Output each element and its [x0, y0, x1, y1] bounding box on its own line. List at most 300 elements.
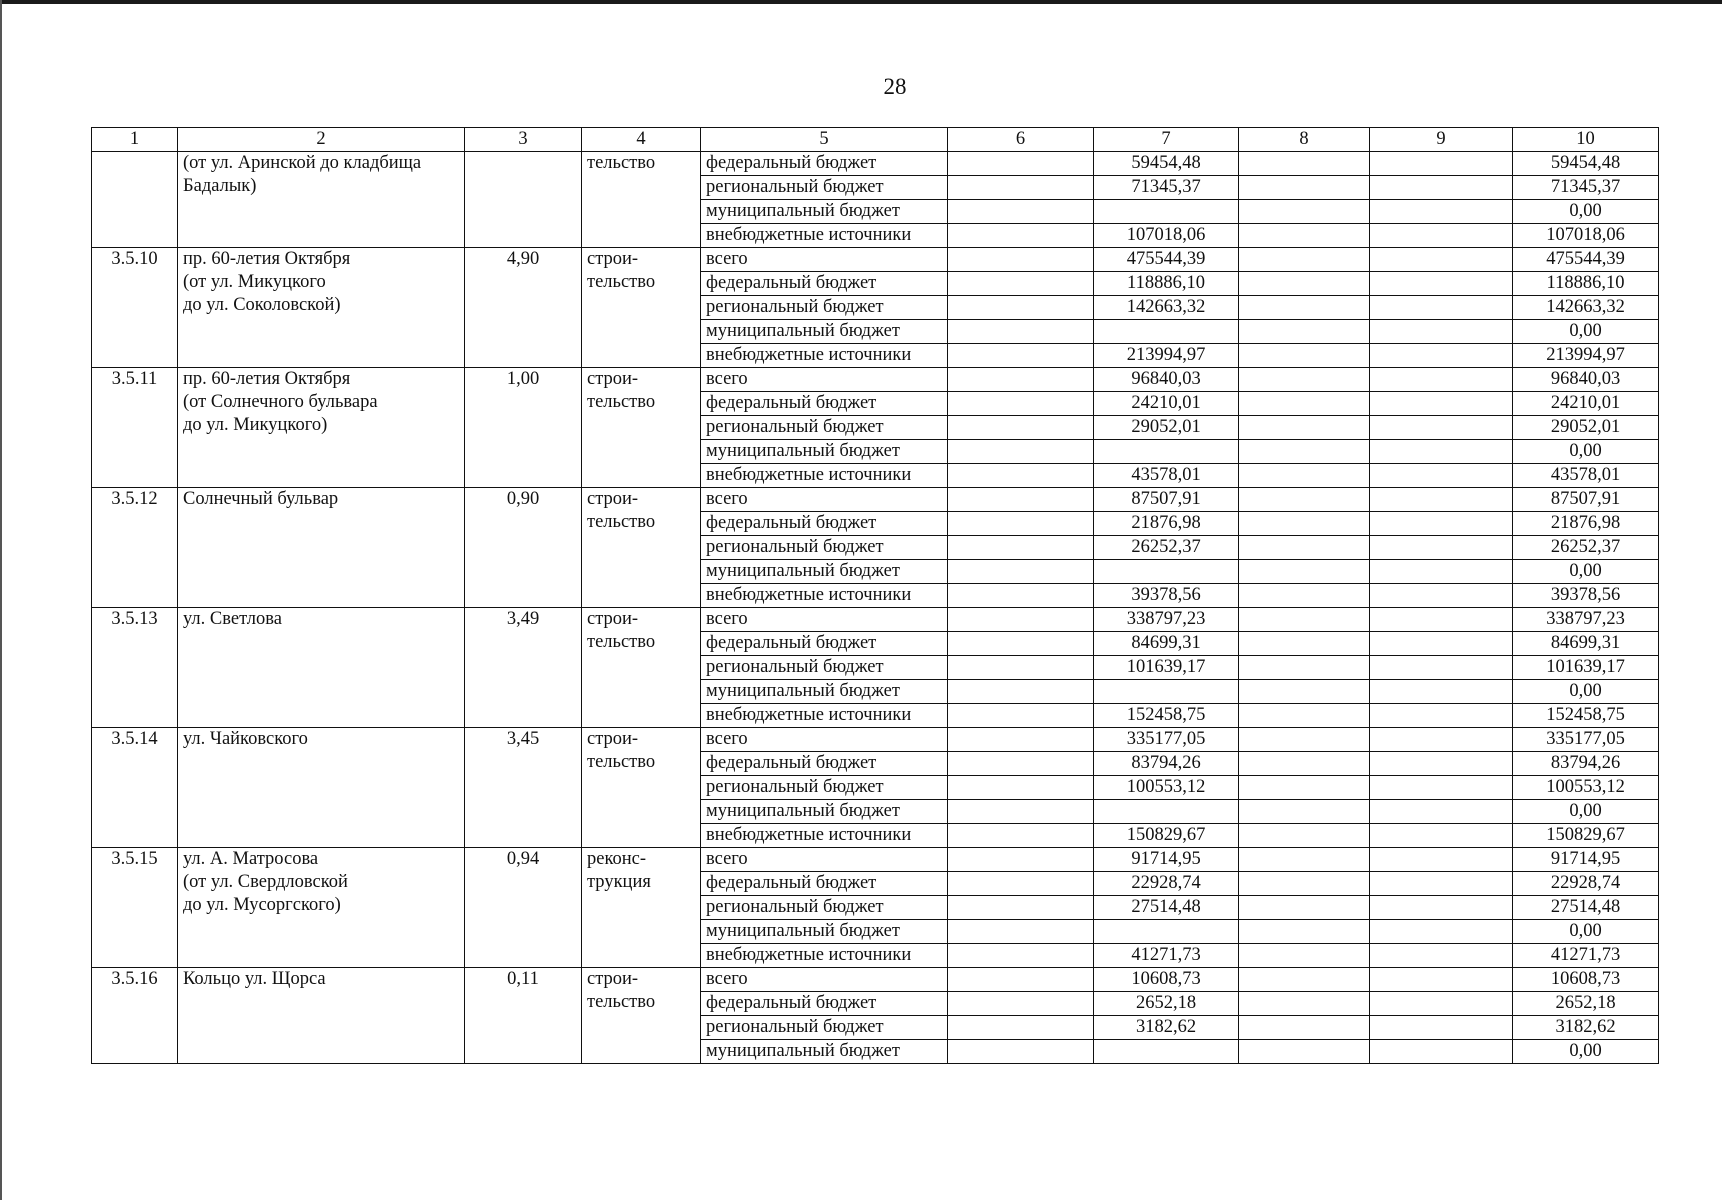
col8-cell [1239, 872, 1370, 896]
col8-cell [1239, 488, 1370, 512]
scan-left-edge [0, 0, 2, 1200]
work-type-cell [582, 368, 701, 488]
text-line: тельство [587, 272, 656, 292]
col9-cell [1370, 224, 1513, 248]
col6-cell [948, 608, 1094, 632]
funding-source-cell: всего [701, 848, 948, 872]
col8-cell [1239, 560, 1370, 584]
col9-cell [1370, 560, 1513, 584]
col9-cell [1370, 152, 1513, 176]
col9-cell [1370, 632, 1513, 656]
col9-cell [1370, 272, 1513, 296]
col9-cell [1370, 176, 1513, 200]
text-line: строи- [587, 609, 639, 629]
col7-value-cell: 10608,73 [1094, 968, 1239, 992]
col9-cell [1370, 608, 1513, 632]
object-name-cell [178, 368, 465, 488]
funding-source-cell: всего [701, 728, 948, 752]
col7-value-cell: 83794,26 [1094, 752, 1239, 776]
col8-cell [1239, 536, 1370, 560]
col10-value-cell: 41271,73 [1513, 944, 1659, 968]
col9-cell [1370, 872, 1513, 896]
col9-cell [1370, 800, 1513, 824]
column-header: 1 [92, 128, 178, 152]
col8-cell [1239, 368, 1370, 392]
col8-cell [1239, 152, 1370, 176]
col7-value-cell: 29052,01 [1094, 416, 1239, 440]
length-cell: 0,90 [465, 488, 582, 608]
col8-cell [1239, 752, 1370, 776]
col6-cell [948, 872, 1094, 896]
text-line: ул. Светлова [183, 609, 282, 629]
col6-cell [948, 248, 1094, 272]
item-number-cell: 3.5.11 [92, 368, 178, 488]
column-header: 10 [1513, 128, 1659, 152]
funding-source-cell: региональный бюджет [701, 296, 948, 320]
text-line: строи- [587, 249, 639, 269]
col7-value-cell [1094, 320, 1239, 344]
col7-value-cell: 87507,91 [1094, 488, 1239, 512]
col10-value-cell: 24210,01 [1513, 392, 1659, 416]
col8-cell [1239, 512, 1370, 536]
funding-source-cell: внебюджетные источники [701, 464, 948, 488]
col10-value-cell: 27514,48 [1513, 896, 1659, 920]
col6-cell [948, 272, 1094, 296]
text-line: Бадалык) [183, 176, 257, 196]
funding-source-cell: внебюджетные источники [701, 704, 948, 728]
col7-value-cell [1094, 680, 1239, 704]
col7-value-cell: 26252,37 [1094, 536, 1239, 560]
col6-cell [948, 944, 1094, 968]
length-cell: 3,49 [465, 608, 582, 728]
column-header: 5 [701, 128, 948, 152]
work-type-cell [582, 608, 701, 728]
col7-value-cell: 21876,98 [1094, 512, 1239, 536]
column-header: 6 [948, 128, 1094, 152]
text-line: пр. 60-летия Октября [183, 369, 351, 389]
col8-cell [1239, 848, 1370, 872]
col6-cell [948, 368, 1094, 392]
col7-value-cell: 107018,06 [1094, 224, 1239, 248]
col7-value-cell: 150829,67 [1094, 824, 1239, 848]
text-line: ул. А. Матросова [183, 849, 319, 869]
text-line: (от ул. Аринской до кладбища [183, 153, 422, 173]
length-cell: 3,45 [465, 728, 582, 848]
column-header: 9 [1370, 128, 1513, 152]
col9-cell [1370, 584, 1513, 608]
col7-value-cell: 39378,56 [1094, 584, 1239, 608]
col7-value-cell: 213994,97 [1094, 344, 1239, 368]
col8-cell [1239, 896, 1370, 920]
col10-value-cell: 0,00 [1513, 320, 1659, 344]
col7-value-cell [1094, 440, 1239, 464]
col10-value-cell: 2652,18 [1513, 992, 1659, 1016]
funding-source-cell: внебюджетные источники [701, 344, 948, 368]
col8-cell [1239, 440, 1370, 464]
col7-value-cell [1094, 1040, 1239, 1064]
col8-cell [1239, 656, 1370, 680]
col7-value-cell: 96840,03 [1094, 368, 1239, 392]
col10-value-cell: 96840,03 [1513, 368, 1659, 392]
col6-cell [948, 560, 1094, 584]
object-name-cell [178, 968, 465, 1064]
col6-cell [948, 848, 1094, 872]
col8-cell [1239, 824, 1370, 848]
funding-source-cell: федеральный бюджет [701, 992, 948, 1016]
text-line: строи- [587, 369, 639, 389]
work-type-cell [582, 248, 701, 368]
text-line: до ул. Мусоргского) [183, 895, 341, 915]
col6-cell [948, 512, 1094, 536]
col7-value-cell [1094, 800, 1239, 824]
col10-value-cell: 39378,56 [1513, 584, 1659, 608]
col8-cell [1239, 1016, 1370, 1040]
col6-cell [948, 440, 1094, 464]
column-header: 3 [465, 128, 582, 152]
col6-cell [948, 200, 1094, 224]
col7-value-cell: 142663,32 [1094, 296, 1239, 320]
funding-source-cell: федеральный бюджет [701, 872, 948, 896]
object-name-cell [178, 152, 465, 248]
col6-cell [948, 416, 1094, 440]
funding-source-cell: внебюджетные источники [701, 824, 948, 848]
funding-source-cell: региональный бюджет [701, 776, 948, 800]
text-line: (от ул. Микуцкого [183, 272, 326, 292]
funding-source-cell: региональный бюджет [701, 536, 948, 560]
col6-cell [948, 752, 1094, 776]
col8-cell [1239, 608, 1370, 632]
funding-source-cell: внебюджетные источники [701, 944, 948, 968]
col8-cell [1239, 272, 1370, 296]
text-line: тельство [587, 752, 656, 772]
col10-value-cell: 0,00 [1513, 1040, 1659, 1064]
text-line: пр. 60-летия Октября [183, 249, 351, 269]
length-cell [465, 152, 582, 248]
table-row [92, 488, 1659, 512]
text-line: до ул. Соколовской) [183, 295, 341, 315]
col8-cell [1239, 920, 1370, 944]
table-row [92, 368, 1659, 392]
column-header: 7 [1094, 128, 1239, 152]
col6-cell [948, 992, 1094, 1016]
col7-value-cell: 3182,62 [1094, 1016, 1239, 1040]
work-type-cell [582, 848, 701, 968]
col6-cell [948, 584, 1094, 608]
col6-cell [948, 728, 1094, 752]
text-line: тельство [587, 512, 656, 532]
budget-table [91, 127, 1659, 1064]
text-line: трукция [587, 872, 651, 892]
text-line: тельство [587, 632, 656, 652]
col10-value-cell: 10608,73 [1513, 968, 1659, 992]
item-number-cell: 3.5.16 [92, 968, 178, 1064]
funding-source-cell: региональный бюджет [701, 896, 948, 920]
text-line: до ул. Микуцкого) [183, 415, 328, 435]
length-cell: 0,11 [465, 968, 582, 1064]
col8-cell [1239, 704, 1370, 728]
scan-top-edge [0, 0, 1722, 4]
col10-value-cell: 475544,39 [1513, 248, 1659, 272]
col9-cell [1370, 1040, 1513, 1064]
funding-source-cell: внебюджетные источники [701, 224, 948, 248]
column-header: 8 [1239, 128, 1370, 152]
funding-source-cell: региональный бюджет [701, 1016, 948, 1040]
funding-source-cell: федеральный бюджет [701, 752, 948, 776]
funding-source-cell: региональный бюджет [701, 656, 948, 680]
col9-cell [1370, 728, 1513, 752]
text-line: строи- [587, 729, 639, 749]
text-line: ул. Чайковского [183, 729, 308, 749]
text-line: Солнечный бульвар [183, 489, 339, 509]
text-line: Кольцо ул. Щорса [183, 969, 326, 989]
col8-cell [1239, 728, 1370, 752]
table-row [92, 248, 1659, 272]
col9-cell [1370, 488, 1513, 512]
col8-cell [1239, 392, 1370, 416]
text-line: реконс- [587, 849, 647, 869]
table-row [92, 608, 1659, 632]
col8-cell [1239, 800, 1370, 824]
col7-value-cell: 152458,75 [1094, 704, 1239, 728]
funding-source-cell: региональный бюджет [701, 176, 948, 200]
col8-cell [1239, 176, 1370, 200]
col7-value-cell: 91714,95 [1094, 848, 1239, 872]
table-row [92, 152, 1659, 176]
col10-value-cell: 71345,37 [1513, 176, 1659, 200]
col7-value-cell: 24210,01 [1094, 392, 1239, 416]
col8-cell [1239, 992, 1370, 1016]
col10-value-cell: 59454,48 [1513, 152, 1659, 176]
col8-cell [1239, 248, 1370, 272]
funding-source-cell: федеральный бюджет [701, 512, 948, 536]
page-number: 28 [883, 74, 907, 99]
col10-value-cell: 0,00 [1513, 560, 1659, 584]
col10-value-cell: 335177,05 [1513, 728, 1659, 752]
col6-cell [948, 680, 1094, 704]
funding-source-cell: муниципальный бюджет [701, 680, 948, 704]
funding-source-cell: федеральный бюджет [701, 152, 948, 176]
funding-source-cell: всего [701, 968, 948, 992]
work-type-cell [582, 488, 701, 608]
col7-value-cell: 84699,31 [1094, 632, 1239, 656]
col6-cell [948, 1016, 1094, 1040]
text-line: тельство [587, 392, 656, 412]
col10-value-cell: 21876,98 [1513, 512, 1659, 536]
col6-cell [948, 656, 1094, 680]
col9-cell [1370, 944, 1513, 968]
col8-cell [1239, 776, 1370, 800]
col6-cell [948, 296, 1094, 320]
col10-value-cell: 26252,37 [1513, 536, 1659, 560]
col7-value-cell: 41271,73 [1094, 944, 1239, 968]
funding-source-cell: всего [701, 608, 948, 632]
col6-cell [948, 224, 1094, 248]
col9-cell [1370, 464, 1513, 488]
col6-cell [948, 152, 1094, 176]
col10-value-cell: 118886,10 [1513, 272, 1659, 296]
col8-cell [1239, 224, 1370, 248]
text-line: тельство [587, 153, 656, 173]
col10-value-cell: 87507,91 [1513, 488, 1659, 512]
col6-cell [948, 320, 1094, 344]
col10-value-cell: 29052,01 [1513, 416, 1659, 440]
object-name-cell [178, 848, 465, 968]
item-number-cell: 3.5.12 [92, 488, 178, 608]
col6-cell [948, 632, 1094, 656]
col6-cell [948, 776, 1094, 800]
item-number-cell: 3.5.13 [92, 608, 178, 728]
col7-value-cell [1094, 560, 1239, 584]
col8-cell [1239, 1040, 1370, 1064]
col10-value-cell: 338797,23 [1513, 608, 1659, 632]
col9-cell [1370, 824, 1513, 848]
col6-cell [948, 920, 1094, 944]
funding-source-cell: всего [701, 248, 948, 272]
col8-cell [1239, 344, 1370, 368]
col9-cell [1370, 656, 1513, 680]
col7-value-cell: 43578,01 [1094, 464, 1239, 488]
col6-cell [948, 896, 1094, 920]
table-body [92, 128, 1659, 1064]
col10-value-cell: 91714,95 [1513, 848, 1659, 872]
funding-source-cell: муниципальный бюджет [701, 1040, 948, 1064]
table-row [92, 848, 1659, 872]
col6-cell [948, 1040, 1094, 1064]
column-header: 4 [582, 128, 701, 152]
col6-cell [948, 824, 1094, 848]
col6-cell [948, 536, 1094, 560]
col10-value-cell: 100553,12 [1513, 776, 1659, 800]
funding-source-cell: муниципальный бюджет [701, 320, 948, 344]
work-type-cell [582, 152, 701, 248]
col7-value-cell [1094, 920, 1239, 944]
column-header: 2 [178, 128, 465, 152]
col6-cell [948, 464, 1094, 488]
col8-cell [1239, 464, 1370, 488]
col6-cell [948, 704, 1094, 728]
text-line: строи- [587, 489, 639, 509]
funding-source-cell: федеральный бюджет [701, 632, 948, 656]
work-type-cell [582, 968, 701, 1064]
text-line: тельство [587, 992, 656, 1012]
funding-source-cell: региональный бюджет [701, 416, 948, 440]
funding-source-cell: всего [701, 368, 948, 392]
col6-cell [948, 968, 1094, 992]
col7-value-cell: 22928,74 [1094, 872, 1239, 896]
funding-source-cell: муниципальный бюджет [701, 200, 948, 224]
col9-cell [1370, 392, 1513, 416]
funding-source-cell: муниципальный бюджет [701, 920, 948, 944]
col10-value-cell: 0,00 [1513, 440, 1659, 464]
col10-value-cell: 0,00 [1513, 680, 1659, 704]
col10-value-cell: 213994,97 [1513, 344, 1659, 368]
funding-source-cell: всего [701, 488, 948, 512]
col8-cell [1239, 680, 1370, 704]
col10-value-cell: 101639,17 [1513, 656, 1659, 680]
col9-cell [1370, 368, 1513, 392]
col10-value-cell: 150829,67 [1513, 824, 1659, 848]
col10-value-cell: 0,00 [1513, 800, 1659, 824]
col9-cell [1370, 776, 1513, 800]
col9-cell [1370, 344, 1513, 368]
col9-cell [1370, 416, 1513, 440]
col10-value-cell: 3182,62 [1513, 1016, 1659, 1040]
item-number-cell: 3.5.14 [92, 728, 178, 848]
column-number-row [92, 128, 1659, 152]
table-row [92, 728, 1659, 752]
col7-value-cell: 475544,39 [1094, 248, 1239, 272]
col8-cell [1239, 944, 1370, 968]
col7-value-cell: 101639,17 [1094, 656, 1239, 680]
work-type-cell [582, 728, 701, 848]
length-cell: 0,94 [465, 848, 582, 968]
col7-value-cell: 100553,12 [1094, 776, 1239, 800]
length-cell: 4,90 [465, 248, 582, 368]
col9-cell [1370, 512, 1513, 536]
col7-value-cell: 59454,48 [1094, 152, 1239, 176]
text-line: строи- [587, 969, 639, 989]
col7-value-cell: 335177,05 [1094, 728, 1239, 752]
col10-value-cell: 22928,74 [1513, 872, 1659, 896]
col10-value-cell: 152458,75 [1513, 704, 1659, 728]
col10-value-cell: 84699,31 [1513, 632, 1659, 656]
text-line: (от Солнечного бульвара [183, 392, 378, 412]
col9-cell [1370, 968, 1513, 992]
col6-cell [948, 800, 1094, 824]
funding-source-cell: муниципальный бюджет [701, 440, 948, 464]
item-number-cell: 3.5.15 [92, 848, 178, 968]
col10-value-cell: 0,00 [1513, 920, 1659, 944]
col8-cell [1239, 416, 1370, 440]
col9-cell [1370, 896, 1513, 920]
table-row [92, 968, 1659, 992]
col10-value-cell: 107018,06 [1513, 224, 1659, 248]
col8-cell [1239, 584, 1370, 608]
funding-source-cell: федеральный бюджет [701, 272, 948, 296]
col7-value-cell: 338797,23 [1094, 608, 1239, 632]
item-number-cell: 3.5.10 [92, 248, 178, 368]
col9-cell [1370, 920, 1513, 944]
object-name-cell [178, 248, 465, 368]
col6-cell [948, 392, 1094, 416]
item-number-cell [92, 152, 178, 248]
col10-value-cell: 43578,01 [1513, 464, 1659, 488]
col9-cell [1370, 536, 1513, 560]
funding-source-cell: муниципальный бюджет [701, 800, 948, 824]
col8-cell [1239, 320, 1370, 344]
object-name-cell [178, 488, 465, 608]
col9-cell [1370, 992, 1513, 1016]
col9-cell [1370, 440, 1513, 464]
col9-cell [1370, 848, 1513, 872]
funding-source-cell: внебюджетные источники [701, 584, 948, 608]
col8-cell [1239, 296, 1370, 320]
col9-cell [1370, 200, 1513, 224]
col7-value-cell [1094, 200, 1239, 224]
col8-cell [1239, 632, 1370, 656]
text-line: (от ул. Свердловской [183, 872, 348, 892]
col6-cell [948, 344, 1094, 368]
col7-value-cell: 27514,48 [1094, 896, 1239, 920]
col9-cell [1370, 296, 1513, 320]
col10-value-cell: 83794,26 [1513, 752, 1659, 776]
funding-source-cell: федеральный бюджет [701, 392, 948, 416]
col6-cell [948, 176, 1094, 200]
col9-cell [1370, 752, 1513, 776]
col9-cell [1370, 680, 1513, 704]
funding-source-cell: муниципальный бюджет [701, 560, 948, 584]
length-cell: 1,00 [465, 368, 582, 488]
